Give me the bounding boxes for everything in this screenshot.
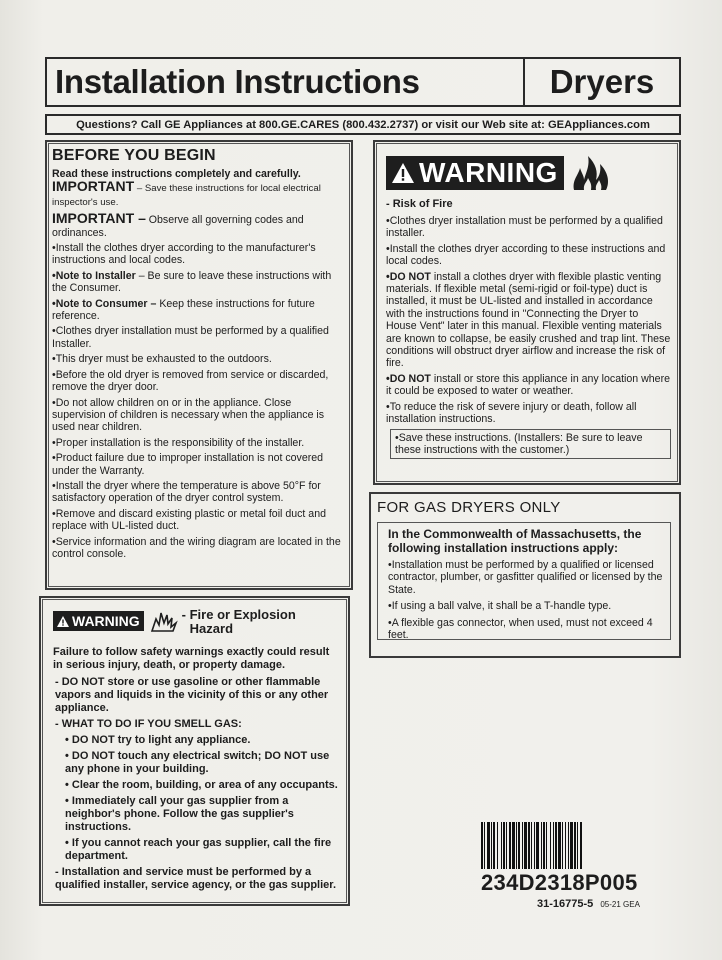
header-box bbox=[45, 57, 681, 107]
fire-explosion-header bbox=[53, 608, 338, 642]
item-text: install or store this appliance in any location where it could be exposed to water or weather. bbox=[386, 372, 670, 398]
warning-badge-label: WARNING bbox=[72, 613, 140, 629]
document-number: 31-16775-5 bbox=[537, 898, 594, 910]
gas-dryers-list bbox=[388, 559, 664, 641]
fire-explosion-list bbox=[53, 676, 338, 892]
fire-explosion-hazard-title bbox=[182, 608, 296, 636]
before-you-begin-title: BEFORE YOU BEGIN bbox=[52, 147, 216, 164]
fire-explosion-inner bbox=[42, 599, 347, 903]
page-title: Installation Instructions bbox=[47, 59, 525, 105]
before-you-begin-item bbox=[52, 325, 344, 350]
item-text: •Before the old dryer is removed from service or discarded, remove the dryer door. bbox=[52, 368, 329, 394]
item-text: •Install the dryer where the temperature is above 50°F for satisfactory operation of the dryer control system. bbox=[52, 479, 321, 505]
massachusetts-lead: In the Commonwealth of Massachusetts, the following installation instructions apply: bbox=[388, 527, 642, 555]
fire-explosion-lead: Failure to follow safety warnings exactly could result in serious injury, death, or property damage. bbox=[53, 646, 330, 671]
item-text: – Be sure to leave these instructions with the Consumer. bbox=[52, 269, 332, 295]
item-bold-lead: •Note to Consumer – bbox=[52, 297, 157, 310]
risk-of-fire-item bbox=[386, 215, 671, 240]
date-code: 05-21 GEA bbox=[600, 900, 640, 909]
before-you-begin-item bbox=[52, 270, 344, 295]
warning-triangle-icon bbox=[392, 163, 414, 183]
gas-smell-step: • If you cannot reach your gas supplier, call the fire department. bbox=[65, 837, 332, 862]
risk-of-fire-subtitle: - Risk of Fire bbox=[386, 198, 453, 210]
warning-badge-large bbox=[386, 156, 564, 190]
before-you-begin-item bbox=[52, 397, 344, 434]
item-text: •This dryer must be exhausted to the outdoors. bbox=[52, 353, 272, 366]
item-text: •Clothes dryer installation must be performed by a qualified installer. bbox=[386, 215, 663, 240]
important-codes bbox=[52, 212, 344, 239]
gas-dryers-item: •Installation must be performed by a qualified or licensed contractor, plumber, or gasfitter qualified or licensed by the State. bbox=[388, 559, 663, 596]
fire-explosion-item: - DO NOT store or use gasoline or other flammable vapors and liquids in the vicinity of this or any other appliance. bbox=[55, 676, 329, 714]
gas-dryers-item: •A flexible gas connector, when used, must not exceed 4 feet. bbox=[388, 616, 653, 642]
hazard-line-1: - Fire or Explosion bbox=[181, 607, 296, 622]
fire-explosion-closing: - Installation and service must be performed by a qualified installer, service agency, or the gas supplier. bbox=[55, 866, 337, 891]
fire-icon bbox=[570, 154, 616, 192]
barcode bbox=[481, 822, 672, 869]
document-number-line bbox=[537, 898, 640, 910]
risk-of-fire-header bbox=[386, 154, 671, 192]
gas-smell-step: • Immediately call your gas supplier from a neighbor's phone. Follow the gas supplier's instructions. bbox=[65, 795, 294, 833]
item-bold-lead: •DO NOT bbox=[386, 372, 431, 385]
item-text: •Clothes dryer installation must be performed by a qualified Installer. bbox=[52, 325, 329, 350]
gas-smell-step: • DO NOT touch any electrical switch; DO NOT use any phone in your building. bbox=[65, 750, 330, 775]
gas-smell-step: • Clear the room, building, or area of any occupants. bbox=[65, 779, 338, 791]
risk-of-fire-item bbox=[386, 271, 671, 370]
part-number: 234D2318P005 bbox=[481, 870, 638, 895]
fire-explosion-item: - WHAT TO DO IF YOU SMELL GAS: bbox=[55, 718, 242, 730]
important-label: IMPORTANT bbox=[52, 178, 135, 195]
save-instructions-note bbox=[390, 429, 671, 460]
important-save-text: – Save these instructions for local electrical inspector's use. bbox=[52, 183, 321, 208]
before-you-begin-item bbox=[52, 369, 344, 394]
before-you-begin-item bbox=[52, 353, 344, 365]
warning-triangle-icon bbox=[57, 616, 69, 627]
item-text: •Do not allow children on or in the appliance. Close supervision of children is necessary when the appliance is used near children. bbox=[52, 396, 325, 434]
before-you-begin-inner bbox=[48, 143, 350, 587]
risk-of-fire-item bbox=[386, 243, 671, 268]
before-you-begin-list bbox=[52, 242, 344, 560]
item-text: •Service information and the wiring diagram are located in the control console. bbox=[52, 535, 341, 560]
gas-smell-step: • DO NOT try to light any appliance. bbox=[65, 734, 251, 746]
risk-of-fire-item bbox=[386, 401, 671, 426]
risk-of-fire-inner bbox=[376, 143, 678, 482]
item-text: •Remove and discard existing plastic or metal foil duct and replace with UL-listed duct. bbox=[52, 507, 326, 533]
barcode-space bbox=[582, 822, 583, 869]
important-codes-text: Observe all governing codes and ordinances. bbox=[52, 214, 304, 239]
before-you-begin-item bbox=[52, 437, 344, 449]
gas-dryers-inner-frame bbox=[377, 522, 671, 640]
gas-dryers-inner bbox=[373, 495, 677, 655]
item-text: •Product failure due to improper installation is not covered under the Warranty. bbox=[52, 452, 324, 477]
gas-dryers-item: •If using a ball valve, it shall be a T-handle type. bbox=[388, 600, 612, 613]
item-bold-lead: •DO NOT bbox=[386, 270, 431, 283]
before-you-begin-item bbox=[52, 508, 344, 533]
product-name: Dryers bbox=[549, 63, 655, 100]
important-label-2: IMPORTANT – bbox=[52, 210, 146, 227]
risk-of-fire-list bbox=[386, 215, 671, 426]
before-you-begin-item bbox=[52, 242, 344, 267]
item-text: •Install the clothes dryer according to these instructions and local codes. bbox=[386, 242, 666, 268]
important-save bbox=[52, 180, 344, 209]
warning-badge bbox=[53, 611, 144, 631]
item-text: •To reduce the risk of severe injury or death, follow all installation instructions. bbox=[386, 400, 637, 426]
item-text: •Proper installation is the responsibility of the installer. bbox=[52, 436, 305, 449]
item-bold-lead: •Note to Installer bbox=[52, 269, 136, 282]
before-you-begin-item bbox=[52, 452, 344, 477]
before-you-begin-item bbox=[52, 298, 344, 323]
risk-of-fire-item bbox=[386, 373, 671, 398]
item-text: install a clothes dryer with flexible plastic venting materials. If flexible metal (semi-rigid or foil-type) duct is installed, it must be UL-listed and installed in accordance with the instructions found in "Connecting the Dryer to House Vent" later in this manual. Flexible venting materials are known to collapse, be easily crushed and trap lint. These conditions will obstruct dryer airflow and increase the risk of fire. bbox=[386, 270, 671, 370]
contact-line: Questions? Call GE Appliances at 800.GE.CARES (800.432.2737) or visit our Web site at: GEAppliances.com bbox=[45, 114, 681, 135]
save-instructions-text: •Save these instructions. (Installers: Be sure to leave these instructions with the customer.) bbox=[395, 431, 643, 456]
before-you-begin-item bbox=[52, 536, 344, 561]
explosion-icon bbox=[150, 609, 178, 633]
intro-text: Read these instructions completely and carefully. bbox=[52, 168, 301, 180]
gas-dryers-title: FOR GAS DRYERS ONLY bbox=[377, 499, 561, 516]
item-text: •Install the clothes dryer according to the manufacturer's instructions and local codes. bbox=[52, 242, 316, 267]
warning-badge-label-large: WARNING bbox=[419, 157, 558, 188]
item-text: Keep these instructions for future reference. bbox=[52, 297, 315, 323]
before-you-begin-item bbox=[52, 480, 344, 505]
hazard-line-2: Hazard bbox=[189, 621, 234, 636]
